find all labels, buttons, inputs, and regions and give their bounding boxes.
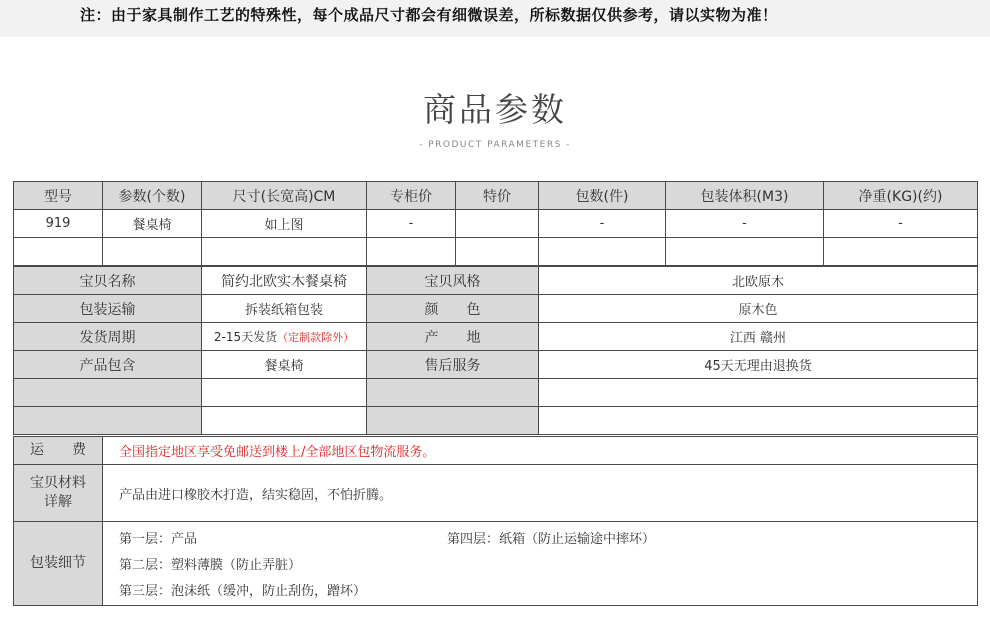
header-net-weight: 净重(KG)(约) (824, 182, 978, 210)
label-material-line1: 宝贝材料 (30, 475, 86, 491)
packing-layer-4: 第四层：纸箱（防止运输途中摔坏） (447, 532, 656, 547)
spec-header-row (14, 182, 978, 210)
freight-row (14, 437, 978, 465)
label-style: 宝贝风格 (367, 267, 539, 295)
freight-text: 全国指定地区享受免邮送到楼上/全部地区包物流服务。 (103, 437, 978, 465)
label-material (14, 465, 103, 522)
spec-row-empty (14, 238, 978, 266)
header-package-count: 包数(件) (539, 182, 666, 210)
attribute-row (14, 267, 978, 295)
attribute-row (14, 323, 978, 351)
attribute-row-empty (14, 407, 978, 435)
attribute-table (13, 266, 978, 435)
header-package-volume: 包装体积(M3) (666, 182, 824, 210)
page-subtitle: - PRODUCT PARAMETERS - (419, 140, 571, 150)
notice-text: 注：由于家具制作工艺的特殊性，每个成品尺寸都会有细微误差，所标数据仅供参考，请以实物为准！ (80, 6, 778, 24)
attribute-row-empty (14, 379, 978, 407)
cell-counter-price: - (367, 210, 456, 238)
label-name: 宝贝名称 (14, 267, 202, 295)
value-contents: 餐桌椅 (202, 351, 367, 379)
cell-special-price (456, 210, 539, 238)
attribute-row (14, 295, 978, 323)
packing-details (103, 522, 978, 606)
cycle-note: （定制款除外） (277, 331, 355, 344)
value-cycle (202, 323, 367, 351)
header-special-price: 特价 (456, 182, 539, 210)
spec-table (13, 181, 978, 266)
label-origin: 产 地 (367, 323, 539, 351)
cell-model: 919 (14, 210, 103, 238)
label-freight: 运 费 (14, 437, 103, 465)
label-service: 售后服务 (367, 351, 539, 379)
cell-package-volume: - (666, 210, 824, 238)
attribute-row (14, 351, 978, 379)
cycle-text: 2-15天发货 (213, 330, 278, 344)
spec-row (14, 210, 978, 238)
label-material-line2: 详解 (44, 494, 72, 510)
label-packing: 包装细节 (14, 522, 103, 606)
header-size: 尺寸(长宽高)CM (202, 182, 367, 210)
cell-package-count: - (539, 210, 666, 238)
value-origin: 江西 赣州 (539, 323, 978, 351)
label-cycle: 发货周期 (14, 323, 202, 351)
label-contents: 产品包含 (14, 351, 202, 379)
value-name: 简约北欧实木餐桌椅 (202, 267, 367, 295)
material-row (14, 465, 978, 522)
page-title: 商品参数 (423, 90, 567, 129)
value-color: 原木色 (539, 295, 978, 323)
packing-layer-3: 第三层：泡沫纸（缓冲，防止刮伤，蹭坏） (119, 584, 367, 599)
packing-row (14, 522, 978, 606)
value-service: 45天无理由退换货 (539, 351, 978, 379)
material-text: 产品由进口橡胶木打造，结实稳固，不怕折腾。 (103, 465, 978, 522)
cell-net-weight: - (824, 210, 978, 238)
label-color: 颜 色 (367, 295, 539, 323)
packing-layer-2: 第二层：塑料薄膜（防止弄脏） (119, 558, 302, 573)
value-shipping: 拆装纸箱包装 (202, 295, 367, 323)
packing-layer-1: 第一层：产品 (119, 532, 198, 547)
header-params: 参数(个数) (103, 182, 202, 210)
label-shipping: 包装运输 (14, 295, 202, 323)
cell-size: 如上图 (202, 210, 367, 238)
details-table (13, 436, 978, 606)
header-model: 型号 (14, 182, 103, 210)
cell-params: 餐桌椅 (103, 210, 202, 238)
header-counter-price: 专柜价 (367, 182, 456, 210)
value-style: 北欧原木 (539, 267, 978, 295)
notice-bar (0, 0, 990, 37)
